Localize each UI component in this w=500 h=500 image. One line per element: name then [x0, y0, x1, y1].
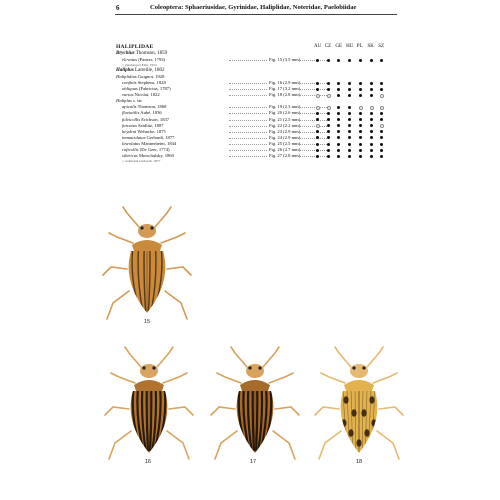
- taxon-name: fulvicollis Erichson, 1837: [122, 116, 170, 122]
- country-header-hu: HU: [346, 44, 354, 49]
- header-rule: [115, 14, 397, 15]
- distribution-dot: [337, 94, 340, 97]
- taxon-name: sibiricus Motschulsky, 1860: [122, 153, 174, 159]
- distribution-dot: [327, 130, 330, 133]
- distribution-dot: [348, 112, 351, 115]
- distribution-dot: [380, 155, 383, 158]
- distribution-dot: [380, 82, 383, 85]
- beetle-illustration: [97, 345, 201, 463]
- distribution-dot: [316, 118, 319, 121]
- taxon-name: apicalis Thomson, 1868: [122, 104, 167, 110]
- distribution-dot: [348, 149, 351, 152]
- taxon-name: Haliplidius Guignot, 1928: [116, 73, 165, 79]
- distribution-dot: [370, 88, 373, 91]
- distribution-dot: [337, 88, 340, 91]
- distribution-dot: [370, 155, 373, 158]
- distribution-dot: [327, 149, 330, 152]
- figure-reference: Fig. 23 (2.9 mm): [269, 128, 301, 134]
- distribution-dot: [359, 149, 362, 152]
- distribution-dot: [337, 155, 340, 158]
- distribution-dot: [348, 118, 351, 121]
- figure-label-17: 17: [250, 459, 257, 465]
- figure-reference: Fig. 21 (2.5 mm): [269, 116, 301, 122]
- distribution-dot: [348, 124, 351, 127]
- distribution-dot: [316, 155, 319, 158]
- taxon-name: Haliplus Latreille, 1802: [116, 67, 165, 73]
- taxon-name: Haliplus s. str.: [116, 98, 143, 104]
- distribution-dot: [327, 82, 330, 85]
- distribution-dot: [359, 112, 362, 115]
- distribution-dot: [359, 130, 362, 133]
- taxon-name: = wehnckei Gerhardt, 1877: [122, 159, 161, 164]
- distribution-dot: [359, 143, 362, 146]
- taxon-name: immaculatus Gerhardt, 1877: [122, 134, 175, 140]
- figure-reference: Fig. 20 (2.6 mm): [269, 110, 301, 116]
- beetle-figure-17: [203, 345, 307, 463]
- country-header-ge: GE: [335, 44, 343, 49]
- distribution-dot: [337, 136, 340, 139]
- distribution-dot: [359, 124, 362, 127]
- figure-reference: Fig. 15 (3.5 mm): [269, 57, 301, 63]
- distribution-dot: [327, 59, 330, 62]
- beetle-illustration: [203, 345, 307, 463]
- distribution-dot: [380, 106, 384, 110]
- distribution-dot: [380, 124, 384, 128]
- distribution-dot: [327, 88, 330, 91]
- taxon-name: Brychius Thomson, 1859: [116, 51, 168, 56]
- figure-reference: Fig. 17 (3.2 mm): [269, 86, 301, 92]
- distribution-dot: [337, 130, 340, 133]
- taxon-name: furcatus Seidlitz, 1887: [122, 122, 164, 128]
- distribution-dot: [337, 149, 340, 152]
- distribution-dot: [380, 143, 383, 146]
- beetle-figure-15: [95, 205, 199, 323]
- distribution-dot: [380, 112, 383, 115]
- distribution-dot: [348, 155, 351, 158]
- distribution-dot: [327, 112, 330, 115]
- beetle-illustration: [307, 345, 411, 463]
- country-header-cz: CZ: [324, 44, 332, 49]
- taxon-name: varius Nicolai, 1822: [122, 92, 160, 98]
- distribution-dot: [327, 94, 331, 98]
- taxon-name: fluviatilis Aubé, 1836: [122, 110, 162, 116]
- taxon-name: = glaubergeri Eiba, 1952: [122, 63, 157, 68]
- figure-reference: Fig. 16 (2.9 mm): [269, 79, 301, 85]
- figure-label-15: 15: [144, 319, 151, 325]
- distribution-dot: [327, 124, 330, 127]
- distribution-dot: [380, 130, 383, 133]
- distribution-dot: [316, 124, 320, 128]
- distribution-dot: [370, 94, 373, 97]
- distribution-dot: [370, 149, 373, 152]
- distribution-dot: [359, 136, 362, 139]
- distribution-dot: [359, 118, 362, 121]
- distribution-dot: [337, 82, 340, 85]
- distribution-dot: [359, 155, 362, 158]
- distribution-dot: [380, 118, 383, 121]
- beetle-illustration: [95, 205, 199, 323]
- distribution-dot: [337, 59, 340, 62]
- figure-label-18: 18: [356, 459, 363, 465]
- distribution-dot: [370, 143, 373, 146]
- figure-reference: Fig. 26 (2.7 mm): [269, 147, 301, 152]
- taxon-name: heydeni Wehncke, 1875: [122, 128, 166, 134]
- figure-reference: Fig. 25 (2.5 mm): [269, 140, 301, 146]
- figure-reference: Fig. 22 (2.2 mm): [269, 122, 301, 128]
- distribution-dot: [348, 94, 351, 97]
- distribution-dot: [327, 118, 330, 121]
- distribution-dot: [359, 59, 362, 62]
- distribution-dot: [359, 82, 362, 85]
- distribution-dot: [316, 136, 319, 139]
- distribution-dot: [380, 59, 383, 62]
- distribution-dot: [380, 88, 383, 91]
- country-header-pl: PL: [356, 44, 363, 49]
- distribution-dot: [348, 106, 351, 109]
- distribution-dot: [370, 124, 373, 127]
- country-header-au: AU: [314, 44, 322, 49]
- distribution-dot: [348, 88, 351, 91]
- checklist-row: [116, 159, 386, 164]
- distribution-dot: [316, 59, 319, 62]
- figure-reference: Fig. 18 (2.8 mm): [269, 92, 301, 98]
- distribution-dot: [316, 88, 319, 91]
- figure-label-16: 16: [145, 459, 152, 465]
- country-header-sk: SK: [367, 44, 374, 49]
- figure-reference: Fig. 19 (2.3 mm): [269, 104, 301, 110]
- distribution-dot: [380, 136, 383, 139]
- distribution-dot: [316, 94, 320, 98]
- distribution-dot: [327, 106, 331, 110]
- distribution-dot: [316, 149, 319, 152]
- distribution-dot: [359, 106, 363, 110]
- distribution-dot: [370, 82, 373, 85]
- distribution-dot: [370, 106, 374, 110]
- distribution-dot: [337, 118, 340, 121]
- taxon-name: lineolatus Mannerheim, 1844: [122, 140, 177, 146]
- family-heading: HALIPLIDAE: [116, 44, 154, 50]
- distribution-dot: [337, 106, 340, 109]
- country-header-sz: SZ: [378, 44, 385, 49]
- distribution-dot: [348, 59, 351, 62]
- distribution-dot: [370, 136, 373, 139]
- distribution-dot: [348, 82, 351, 85]
- distribution-dot: [316, 143, 319, 146]
- checklist-table: [116, 51, 386, 164]
- beetle-figure-16: [97, 345, 201, 463]
- distribution-dot: [370, 59, 373, 62]
- distribution-dot: [348, 136, 351, 139]
- distribution-dot: [316, 82, 319, 85]
- taxon-name: confinis Stephens, 1828: [122, 79, 166, 85]
- taxon-name: ruficollis (De Geer, 1774): [122, 147, 170, 152]
- distribution-dot: [380, 94, 384, 98]
- distribution-dot: [370, 130, 373, 133]
- taxon-name: elevatus (Panzer, 1793): [122, 57, 166, 63]
- distribution-dot: [380, 149, 383, 152]
- distribution-dot: [327, 155, 330, 158]
- distribution-dot: [316, 112, 319, 115]
- distribution-dot: [348, 130, 351, 133]
- distribution-dot: [337, 124, 340, 127]
- distribution-dot: [359, 94, 362, 97]
- distribution-dot: [316, 106, 320, 110]
- distribution-dot: [348, 143, 351, 146]
- distribution-dot: [370, 118, 373, 121]
- distribution-dot: [337, 112, 340, 115]
- distribution-dot: [337, 143, 340, 146]
- distribution-dot: [327, 143, 330, 146]
- beetle-figure-18: [307, 345, 411, 463]
- running-head: Coleoptera: Sphaeriusidae, Gyrinidae, Haliplidae, Noteridae, Paelobiidae: [150, 4, 357, 11]
- figure-reference: Fig. 24 (2.9 mm): [269, 134, 301, 140]
- page-number: 6: [116, 4, 120, 12]
- taxon-name: obliquus (Fabricius, 1787): [122, 86, 171, 92]
- figure-reference: Fig. 27 (2.8 mm): [269, 153, 301, 159]
- distribution-dot: [370, 112, 373, 115]
- distribution-dot: [316, 130, 319, 133]
